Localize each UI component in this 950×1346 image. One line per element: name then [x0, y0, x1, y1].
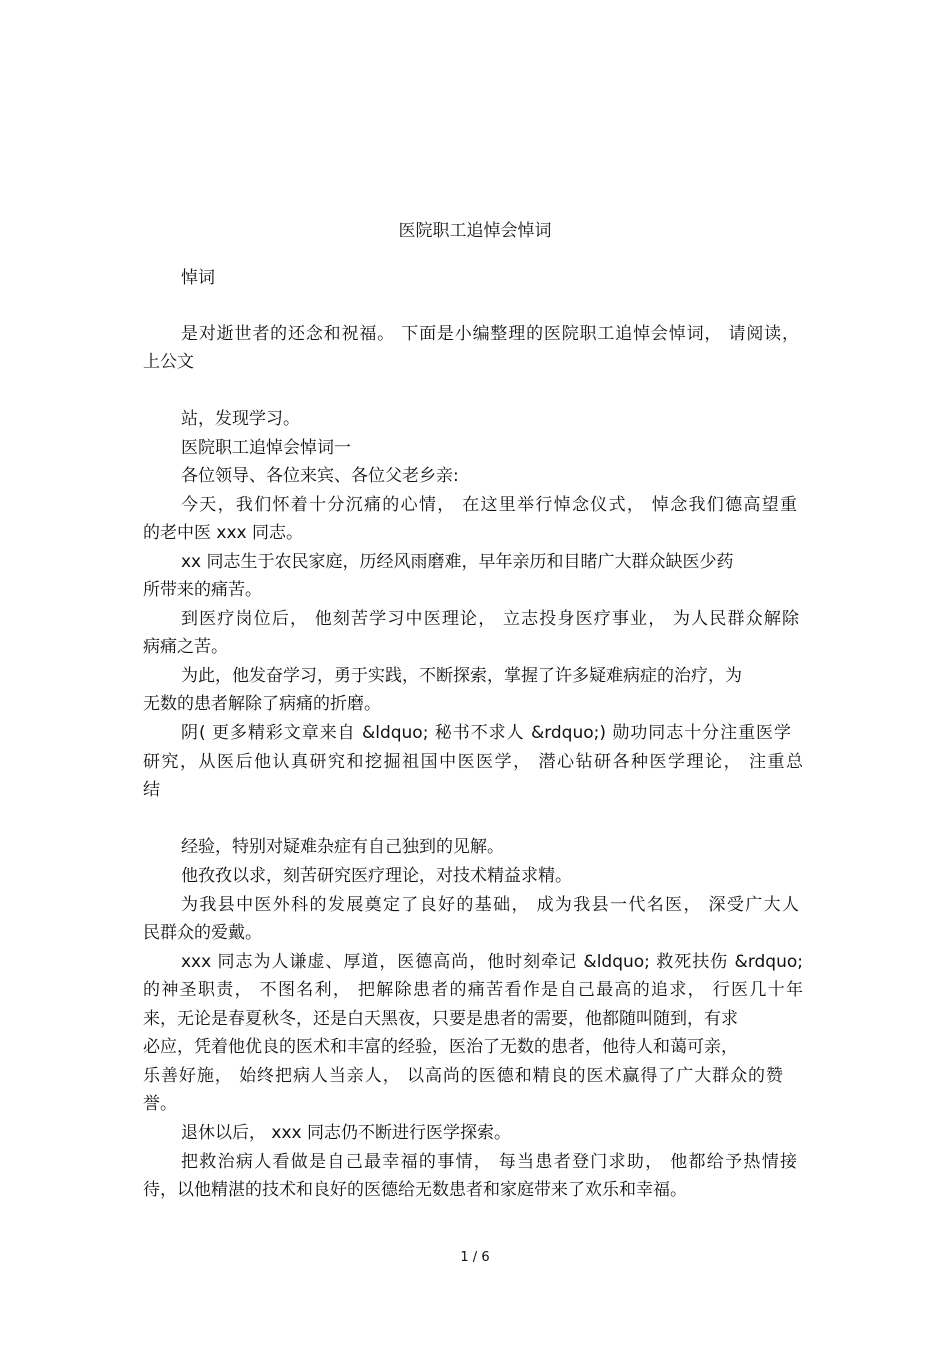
- text-line: 各位领导、各位来宾、各位父老乡亲:: [181, 466, 459, 486]
- text-line: 上公文: [143, 352, 194, 372]
- text-line: 誉。: [143, 1094, 177, 1114]
- text-line: 的神圣职责， 不图名利， 把解除患者的痛苦看作是自己最高的追求， 行医几十年: [143, 980, 803, 1000]
- document-title: 医院职工追悼会悼词: [398, 221, 552, 241]
- text-line: 的老中医 xxx 同志。: [143, 523, 303, 543]
- text-line: 待，以他精湛的技术和良好的医德给无数患者和家庭带来了欢乐和幸福。: [143, 1180, 687, 1200]
- text-line: 结: [143, 780, 160, 800]
- text-line: 无数的患者解除了病痛的折磨。: [143, 694, 381, 714]
- text-line: 阴( 更多精彩文章来自 &ldquo; 秘书不求人 &rdquo;) 勋功同志十分注重医学: [181, 723, 791, 743]
- text-line: 是对逝世者的还念和祝福。 下面是小编整理的医院职工追悼会悼词， 请阅读，: [181, 324, 799, 344]
- text-line: 他孜孜以求，刻苦研究医疗理论，对技术精益求精。: [181, 866, 572, 886]
- text-line: 来，无论是春夏秋冬，还是白天黑夜，只要是患者的需要，他都随叫随到，有求: [143, 1009, 738, 1029]
- text-line: 为此，他发奋学习，勇于实践，不断探索，掌握了许多疑难病症的治疗，为: [181, 666, 742, 686]
- text-line: 今天，我们怀着十分沉痛的心情， 在这里举行悼念仪式， 悼念我们德高望重: [181, 495, 797, 515]
- text-line: 必应，凭着他优良的医术和丰富的经验，医治了无数的患者，他待人和蔼可亲，: [143, 1037, 738, 1057]
- text-line: xx 同志生于农民家庭，历经风雨磨难，早年亲历和目睹广大群众缺医少药: [181, 552, 734, 572]
- text-line: 站，发现学习。: [181, 409, 300, 429]
- text-line: 民群众的爱戴。: [143, 923, 262, 943]
- text-line: 到医疗岗位后， 他刻苦学习中医理论， 立志投身医疗事业， 为人民群众解除: [181, 609, 799, 629]
- text-line: 为我县中医外科的发展奠定了良好的基础， 成为我县一代名医， 深受广大人: [181, 895, 799, 915]
- text-line: 病痛之苦。: [143, 637, 228, 657]
- text-line: 所带来的痛苦。: [143, 580, 262, 600]
- text-line: 经验，特别对疑难杂症有自己独到的见解。: [181, 837, 504, 857]
- text-line: 悼词: [181, 268, 215, 288]
- text-line: 研究，从医后他认真研究和挖掘祖国中医医学， 潜心钻研各种医学理论， 注重总: [143, 752, 803, 772]
- text-line: 把救治病人看做是自己最幸福的事情， 每当患者登门求助， 他都给予热情接: [181, 1152, 797, 1172]
- text-line: 退休以后， xxx 同志仍不断进行医学探索。: [181, 1123, 511, 1143]
- text-line: xxx 同志为人谦虚、厚道，医德高尚，他时刻牵记 &ldquo; 救死扶伤 &rdquo;: [181, 952, 803, 972]
- section-heading: 医院职工追悼会悼词一: [181, 438, 351, 458]
- page-number: 1 / 6: [460, 1250, 490, 1265]
- text-line: 乐善好施， 始终把病人当亲人， 以高尚的医德和精良的医术赢得了广大群众的赞: [143, 1066, 783, 1086]
